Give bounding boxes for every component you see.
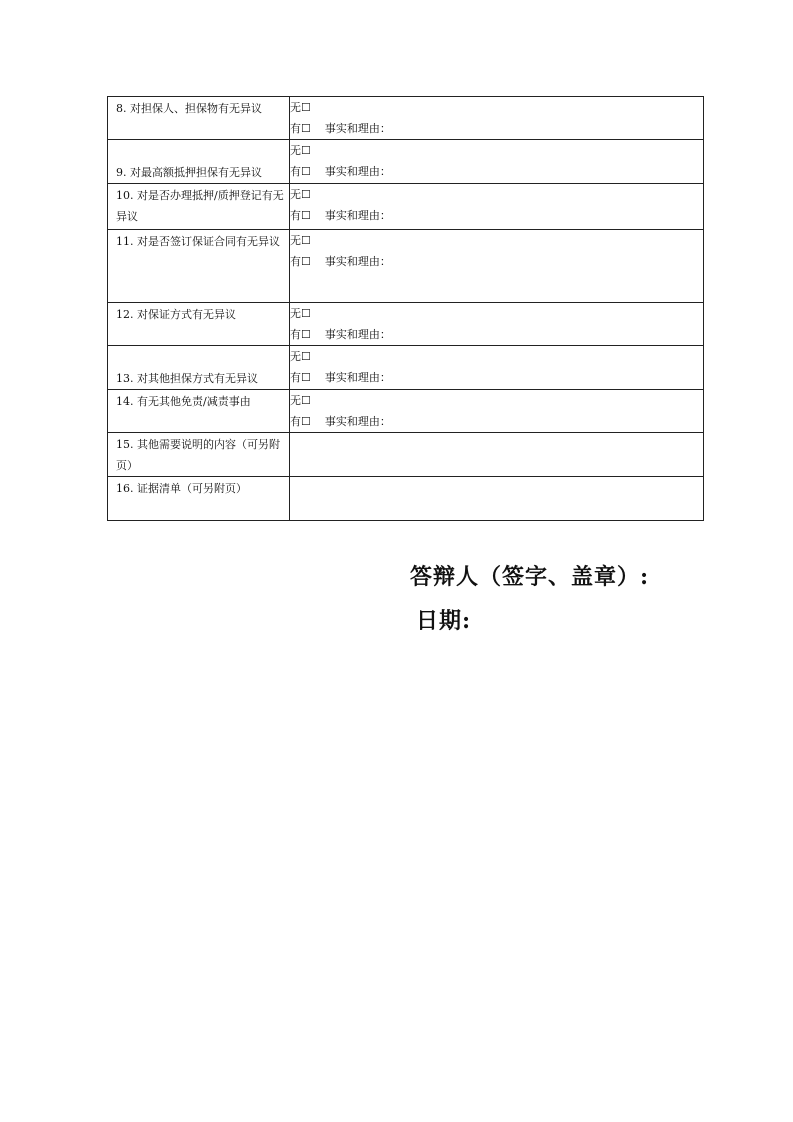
table-row bbox=[108, 477, 704, 521]
reason-label: 事实和理由： bbox=[324, 122, 391, 135]
answer-cell[interactable] bbox=[290, 230, 704, 303]
no-checkbox-label[interactable]: 无☐ bbox=[290, 394, 311, 407]
table-row bbox=[108, 303, 704, 346]
table-row bbox=[108, 346, 704, 390]
yes-checkbox-label[interactable]: 有☐ bbox=[290, 209, 311, 222]
question-cell bbox=[108, 477, 290, 521]
response-form-table bbox=[107, 96, 704, 521]
option-no[interactable] bbox=[290, 346, 703, 367]
yes-checkbox-label[interactable]: 有☐ bbox=[290, 255, 311, 268]
question-text: 14. 有无其他免责/减责事由 bbox=[116, 395, 251, 408]
question-text: 9. 对最高额抵押担保有无异议 bbox=[116, 166, 262, 179]
question-cell bbox=[108, 390, 290, 433]
no-checkbox-label[interactable]: 无☐ bbox=[290, 144, 311, 157]
option-yes[interactable] bbox=[290, 324, 703, 345]
table-row bbox=[108, 390, 704, 433]
option-yes[interactable] bbox=[290, 411, 703, 432]
question-text: 10. 对是否办理抵押/质押登记有无异议 bbox=[116, 189, 284, 223]
yes-checkbox-label[interactable]: 有☐ bbox=[290, 122, 311, 135]
yes-checkbox-label[interactable]: 有☐ bbox=[290, 328, 311, 341]
reason-label: 事实和理由： bbox=[324, 328, 391, 341]
question-cell bbox=[108, 230, 290, 303]
table-row bbox=[108, 433, 704, 477]
option-no[interactable] bbox=[290, 140, 703, 161]
question-cell bbox=[108, 346, 290, 390]
date-label: 日期: bbox=[416, 608, 472, 634]
reason-label: 事实和理由： bbox=[324, 255, 391, 268]
no-checkbox-label[interactable]: 无☐ bbox=[290, 188, 311, 201]
question-text: 12. 对保证方式有无异议 bbox=[116, 308, 236, 321]
option-no[interactable] bbox=[290, 230, 703, 251]
question-cell bbox=[108, 303, 290, 346]
reason-label: 事实和理由： bbox=[324, 415, 391, 428]
question-cell bbox=[108, 140, 290, 184]
option-no[interactable] bbox=[290, 184, 703, 205]
table-row bbox=[108, 97, 704, 140]
no-checkbox-label[interactable]: 无☐ bbox=[290, 101, 311, 114]
option-yes[interactable] bbox=[290, 118, 703, 139]
option-yes[interactable] bbox=[290, 367, 703, 388]
no-checkbox-label[interactable]: 无☐ bbox=[290, 307, 311, 320]
question-text: 8. 对担保人、担保物有无异议 bbox=[116, 102, 262, 115]
question-text: 11. 对是否签订保证合同有无异议 bbox=[116, 235, 280, 248]
option-no[interactable] bbox=[290, 303, 703, 324]
answer-cell[interactable] bbox=[290, 346, 704, 390]
no-checkbox-label[interactable]: 无☐ bbox=[290, 234, 311, 247]
question-text: 15. 其他需要说明的内容（可另附页） bbox=[116, 438, 280, 472]
free-text-cell[interactable] bbox=[290, 433, 704, 477]
answer-cell[interactable] bbox=[290, 303, 704, 346]
yes-checkbox-label[interactable]: 有☐ bbox=[290, 165, 311, 178]
reason-label: 事实和理由： bbox=[324, 371, 391, 384]
answer-cell[interactable] bbox=[290, 390, 704, 433]
answer-cell[interactable] bbox=[290, 140, 704, 184]
reason-label: 事实和理由： bbox=[324, 165, 391, 178]
option-no[interactable] bbox=[290, 97, 703, 118]
table-row bbox=[108, 140, 704, 184]
respondent-signature-label: 答辩人（签字、盖章）: bbox=[410, 564, 650, 590]
reason-label: 事实和理由： bbox=[324, 209, 391, 222]
option-yes[interactable] bbox=[290, 251, 703, 272]
no-checkbox-label[interactable]: 无☐ bbox=[290, 350, 311, 363]
free-text-cell[interactable] bbox=[290, 477, 704, 521]
question-cell bbox=[108, 433, 290, 477]
question-cell bbox=[108, 184, 290, 230]
answer-cell[interactable] bbox=[290, 184, 704, 230]
yes-checkbox-label[interactable]: 有☐ bbox=[290, 415, 311, 428]
option-no[interactable] bbox=[290, 390, 703, 411]
question-cell bbox=[108, 97, 290, 140]
question-text: 13. 对其他担保方式有无异议 bbox=[116, 372, 258, 385]
option-yes[interactable] bbox=[290, 205, 703, 226]
answer-cell[interactable] bbox=[290, 97, 704, 140]
yes-checkbox-label[interactable]: 有☐ bbox=[290, 371, 311, 384]
question-text: 16. 证据清单（可另附页） bbox=[116, 482, 247, 495]
table-row bbox=[108, 184, 704, 230]
table-row bbox=[108, 230, 704, 303]
option-yes[interactable] bbox=[290, 161, 703, 182]
